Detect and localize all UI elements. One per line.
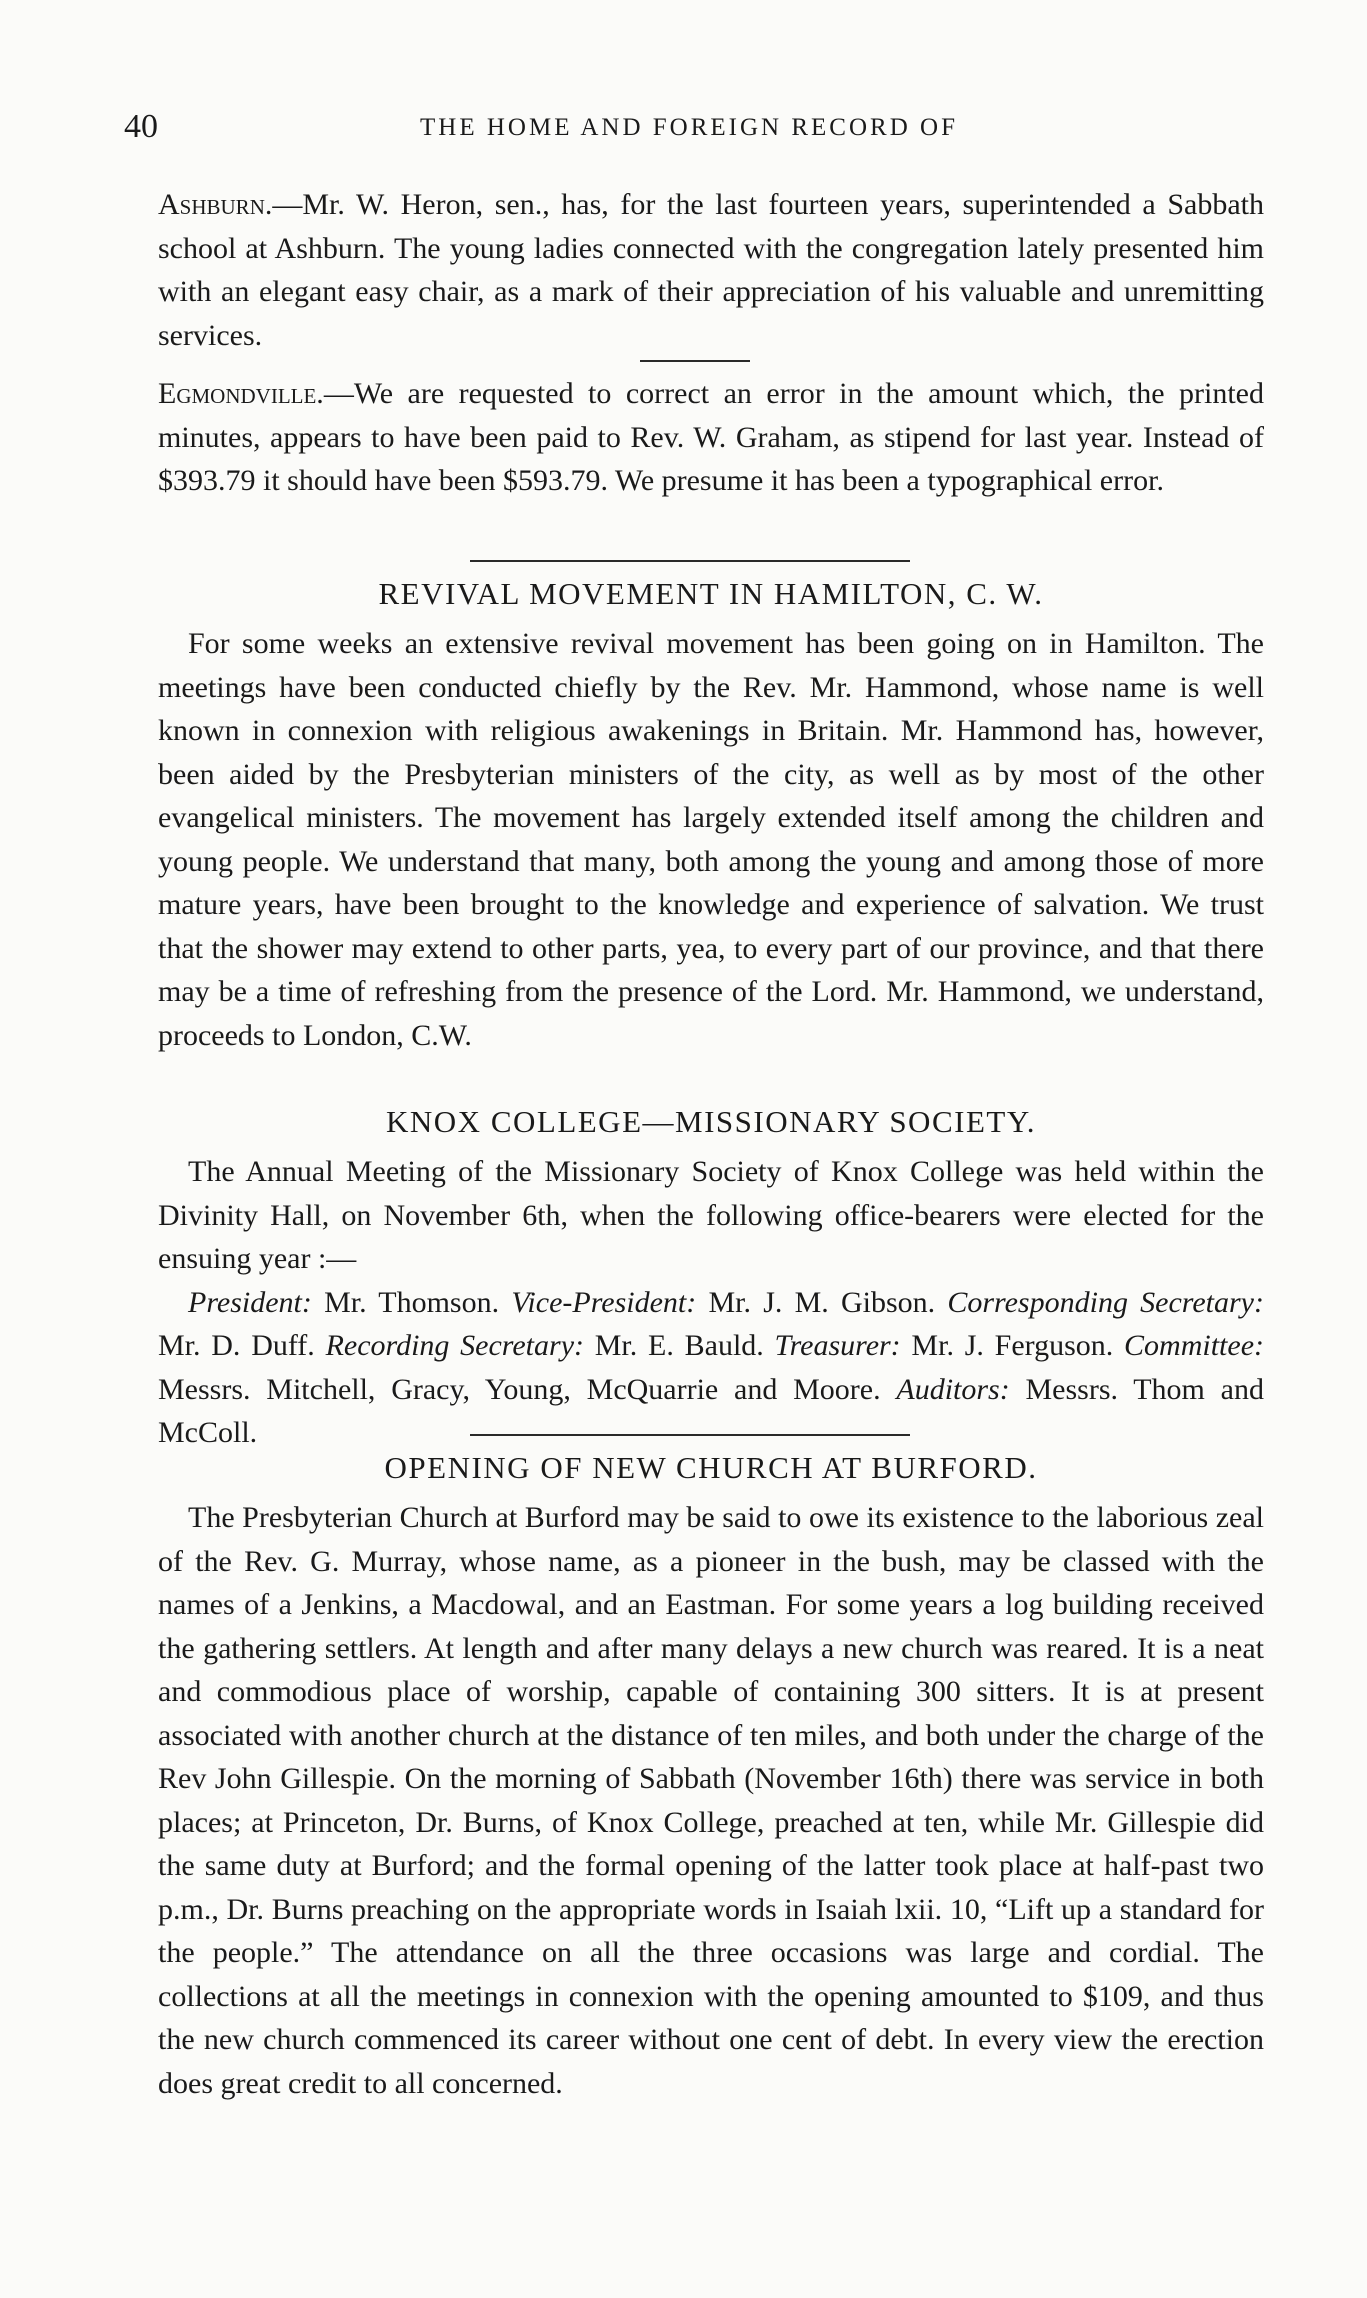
officer-title: Corresponding Secretary:	[947, 1285, 1264, 1319]
knox-heading: KNOX COLLEGE—MISSIONARY SOCIETY.	[386, 1104, 1036, 1139]
officer-title: Treasurer:	[774, 1329, 901, 1362]
officer-name: Mr. D. Duff.	[158, 1329, 326, 1362]
burford-section	[158, 1446, 1264, 2105]
revival-section	[158, 572, 1264, 1057]
ashburn-place: Ashburn.	[158, 188, 273, 221]
egmondville-place: Egmondville.	[158, 377, 324, 410]
divider-rule	[470, 560, 910, 562]
page-header	[124, 108, 1254, 158]
officer-name: Mr. E. Bauld.	[584, 1329, 775, 1362]
officer-title: President:	[188, 1285, 312, 1319]
divider-rule	[470, 1434, 910, 1436]
officer-name: Mr. J. Ferguson.	[900, 1329, 1125, 1362]
ashburn-text: —Mr. W. Heron, sen., has, for the last fourteen years, superintended a Sabbath school at Ashburn. The young ladies connected with the congregation lately presented him with an elegant easy chair, as a mark of their appreciation of his valuable and unremitting services.	[158, 188, 1264, 352]
officer-title: Vice-President:	[511, 1285, 697, 1319]
egmondville-paragraph	[158, 372, 1264, 503]
officer-name: Mr. Thomson.	[311, 1285, 512, 1319]
page-number: 40	[124, 108, 158, 145]
ashburn-paragraph	[158, 183, 1264, 357]
officer-name: Messrs. Thom and McColl.	[158, 1372, 1264, 1449]
revival-paragraph: For some weeks an extensive revival movement has been going on in Hamilton. The meetings have been conducted chiefly by the Rev. Mr. Hammond, whose name is well known in connexion with religious awakenings in Britain. Mr. Hammond has, however, been aided by the Presbyterian ministers of the city, as well as by most of the other evangelical ministers. The movement has largely extended itself among the children and young people. We understand that many, both among the young and among those of more mature years, have been brought to the knowledge and experience of salvation. We trust that the shower may extend to other parts, yea, to every part of our province, and that there may be a time of refreshing from the presence of the Lord. Mr. Hammond, we understand, proceeds to London, C.W.	[158, 627, 1264, 1052]
officer-name: Messrs. Mitchell, Gracy, Young, McQuarrie and Moore.	[158, 1372, 897, 1406]
egmondville-text: —We are requested to correct an error in the amount which, the printed minutes, appears to have been paid to Rev. W. Graham, as stipend for last year. Instead of $393.79 it should have been $593.79. We presume it has been a typographical error.	[158, 377, 1264, 497]
officer-title: Recording Secretary:	[325, 1329, 584, 1362]
divider-rule	[640, 360, 750, 362]
officer-name: Mr. J. M. Gibson.	[696, 1285, 948, 1319]
revival-heading: REVIVAL MOVEMENT IN HAMILTON, C. W.	[378, 576, 1044, 611]
ashburn-section	[158, 183, 1264, 357]
officer-title: Auditors:	[896, 1372, 1010, 1406]
officer-title: Committee:	[1124, 1329, 1264, 1362]
burford-heading: OPENING OF NEW CHURCH AT BURFORD.	[384, 1450, 1038, 1485]
egmondville-section	[158, 372, 1264, 503]
burford-paragraph: The Presbyterian Church at Burford may be said to owe its existence to the laborious zeal of the Rev. G. Murray, whose name, as a pioneer in the bush, may be classed with the names of a Jenkins, a Macdowal, and an Eastman. For some years a log building received the gathering settlers. At length and after many delays a new church was reared. It is a neat and commodious place of worship, capable of containing 300 sitters. It is at present associated with another church at the distance of ten miles, and both under the charge of the Rev John Gillespie. On the morning of Sabbath (November 16th) there was service in both places; at Princeton, Dr. Burns, of Knox College, preached at ten, while Mr. Gillespie did the same duty at Burford; and the formal opening of the latter took place at half-past two p.m., Dr. Burns preaching on the appropriate words in Isaiah lxii. 10, “Lift up a standard for the people.” The attendance on all the three occasions was large and cordial. The collections at all the meetings in connexion with the opening amounted to $109, and thus the new church commenced its career without one cent of debt. In every view the erection does great credit to all concerned.	[158, 1501, 1264, 2100]
running-title: THE HOME AND FOREIGN RECORD OF	[420, 114, 958, 141]
knox-paragraph: The Annual Meeting of the Missionary Society of Knox College was held within the Divinity Hall, on November 6th, when the following office-bearers were elected for the ensuing year :—	[158, 1155, 1264, 1275]
officers-list	[158, 1281, 1264, 1455]
knox-section	[158, 1100, 1264, 1455]
